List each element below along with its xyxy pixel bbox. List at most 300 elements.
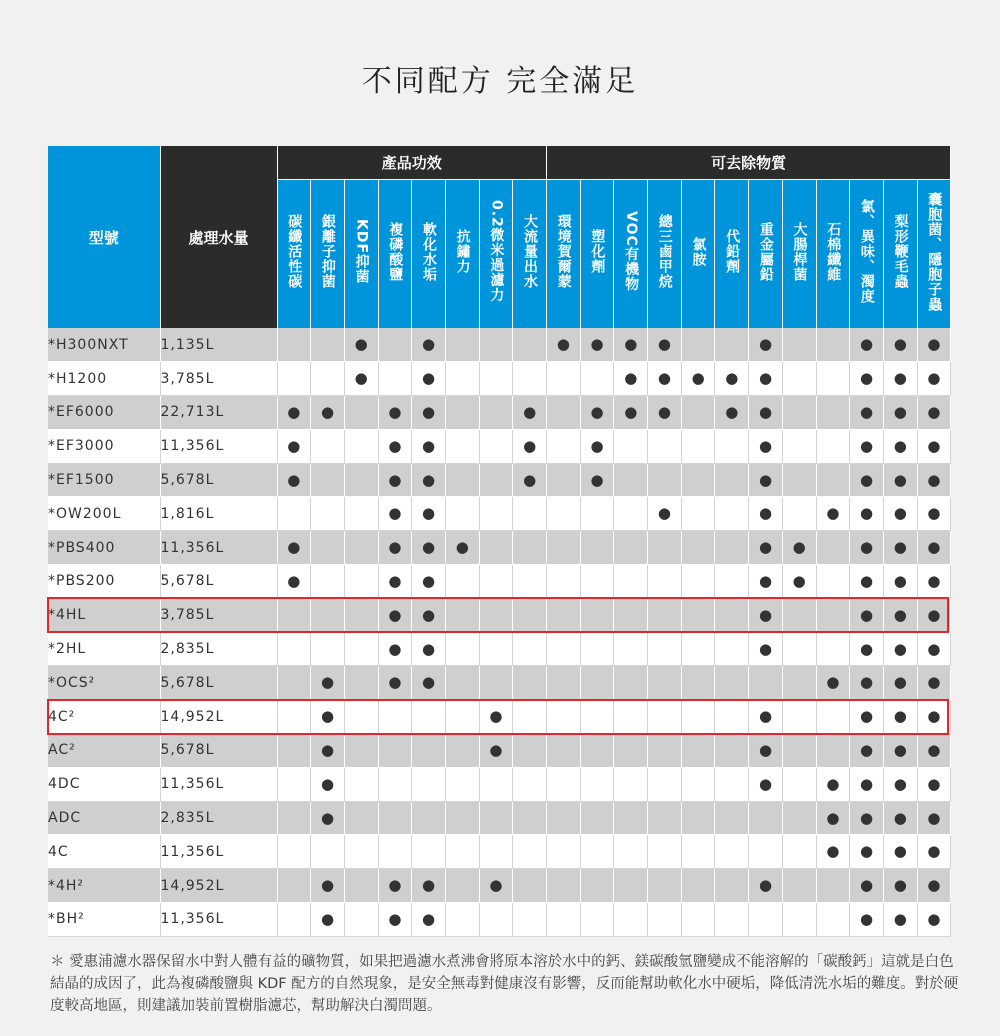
feature-empty-cell <box>816 632 850 666</box>
water-capacity-cell: 1,816L <box>160 497 277 531</box>
feature-empty-cell <box>681 328 715 362</box>
model-cell: *4H² <box>48 869 160 903</box>
feature-dot-cell <box>277 396 311 430</box>
header-feature-label: 環境賀爾蒙 <box>555 214 572 290</box>
header-feature-label: 氯、異味、濁度 <box>858 199 875 305</box>
feature-dot-cell <box>311 700 345 734</box>
feature-empty-cell <box>479 632 513 666</box>
feature-empty-cell <box>782 734 816 768</box>
check-dot-icon: ● <box>860 436 874 455</box>
check-dot-icon: ● <box>422 335 436 354</box>
check-dot-icon: ● <box>489 740 503 759</box>
check-dot-icon: ● <box>422 605 436 624</box>
check-dot-icon: ● <box>624 369 638 388</box>
feature-empty-cell <box>749 903 783 937</box>
check-dot-icon: ● <box>489 876 503 895</box>
check-dot-icon: ● <box>758 436 773 455</box>
feature-empty-cell <box>681 767 715 801</box>
feature-empty-cell <box>648 801 682 835</box>
feature-dot-cell <box>883 869 917 903</box>
feature-dot-cell <box>513 429 547 463</box>
check-dot-icon: ● <box>860 335 874 354</box>
check-dot-icon: ● <box>927 808 941 827</box>
feature-empty-cell <box>715 801 749 835</box>
feature-dot-cell <box>378 598 412 632</box>
feature-empty-cell <box>614 903 648 937</box>
feature-empty-cell <box>816 396 850 430</box>
check-dot-icon: ● <box>927 402 941 421</box>
feature-dot-cell <box>614 396 648 430</box>
feature-empty-cell <box>580 497 614 531</box>
check-dot-icon: ● <box>893 639 907 658</box>
feature-empty-cell <box>614 666 648 700</box>
feature-dot-cell <box>277 463 311 497</box>
feature-empty-cell <box>715 903 749 937</box>
check-dot-icon: ● <box>691 369 705 388</box>
feature-dot-cell <box>850 835 884 869</box>
check-dot-icon: ● <box>758 470 773 489</box>
feature-dot-cell <box>749 767 783 801</box>
check-dot-icon: ● <box>860 402 874 421</box>
header-feature-label: 大流量出水 <box>522 214 538 290</box>
feature-empty-cell <box>782 362 816 396</box>
feature-empty-cell <box>648 598 682 632</box>
check-dot-icon: ● <box>927 639 941 658</box>
feature-dot-cell <box>749 632 783 666</box>
feature-empty-cell <box>715 632 749 666</box>
feature-empty-cell <box>681 497 715 531</box>
feature-empty-cell <box>749 801 783 835</box>
feature-empty-cell <box>344 666 378 700</box>
feature-empty-cell <box>277 666 311 700</box>
feature-empty-cell <box>344 767 378 801</box>
feature-dot-cell <box>749 565 783 599</box>
feature-empty-cell <box>681 565 715 599</box>
feature-empty-cell <box>445 565 479 599</box>
check-dot-icon: ● <box>826 774 840 793</box>
feature-dot-cell <box>412 903 446 937</box>
feature-dot-cell <box>412 328 446 362</box>
feature-empty-cell <box>412 767 446 801</box>
check-dot-icon: ● <box>455 538 469 557</box>
check-dot-icon: ● <box>893 470 907 489</box>
feature-empty-cell <box>681 598 715 632</box>
check-dot-icon: ● <box>860 740 874 759</box>
water-capacity-cell: 3,785L <box>160 598 277 632</box>
table-row <box>48 734 951 768</box>
check-dot-icon: ● <box>927 673 941 692</box>
check-dot-icon: ● <box>422 470 436 489</box>
check-dot-icon: ● <box>893 707 907 726</box>
feature-empty-cell <box>580 767 614 801</box>
feature-empty-cell <box>648 632 682 666</box>
feature-empty-cell <box>344 531 378 565</box>
feature-dot-cell <box>412 598 446 632</box>
feature-empty-cell <box>681 869 715 903</box>
check-dot-icon: ● <box>860 571 874 590</box>
feature-dot-cell <box>883 497 917 531</box>
check-dot-icon: ● <box>320 673 335 692</box>
feature-empty-cell <box>344 632 378 666</box>
check-dot-icon: ● <box>758 571 773 590</box>
feature-empty-cell <box>344 869 378 903</box>
check-dot-icon: ● <box>388 538 402 557</box>
feature-dot-cell <box>378 869 412 903</box>
feature-dot-cell <box>749 463 783 497</box>
feature-dot-cell <box>749 328 783 362</box>
check-dot-icon: ● <box>893 673 907 692</box>
header-feature-label: 囊胞菌、隱胞子蟲 <box>926 191 943 312</box>
model-cell: *BH² <box>48 903 160 937</box>
table-row <box>48 767 951 801</box>
table-row <box>48 700 951 734</box>
check-dot-icon: ● <box>388 909 402 928</box>
feature-empty-cell <box>580 362 614 396</box>
model-cell: *PBS400 <box>48 531 160 565</box>
check-dot-icon: ● <box>422 369 436 388</box>
feature-empty-cell <box>749 835 783 869</box>
header-feature <box>311 179 345 328</box>
check-dot-icon: ● <box>388 639 402 658</box>
check-dot-icon: ● <box>758 707 773 726</box>
check-dot-icon: ● <box>927 538 941 557</box>
check-dot-icon: ● <box>860 639 874 658</box>
feature-dot-cell <box>311 734 345 768</box>
feature-empty-cell <box>311 835 345 869</box>
feature-empty-cell <box>580 598 614 632</box>
feature-empty-cell <box>614 632 648 666</box>
page-title: 不同配方 完全滿足 <box>361 64 639 99</box>
feature-empty-cell <box>479 497 513 531</box>
check-dot-icon: ● <box>758 774 773 793</box>
water-capacity-cell: 11,356L <box>160 429 277 463</box>
feature-empty-cell <box>580 700 614 734</box>
header-feature <box>513 179 547 328</box>
feature-empty-cell <box>580 903 614 937</box>
check-dot-icon: ● <box>320 909 335 928</box>
feature-dot-cell <box>580 396 614 430</box>
feature-dot-cell <box>311 903 345 937</box>
feature-empty-cell <box>277 632 311 666</box>
check-dot-icon: ● <box>320 876 335 895</box>
feature-empty-cell <box>580 666 614 700</box>
water-capacity-cell: 11,356L <box>160 767 277 801</box>
header-feature <box>749 179 783 328</box>
feature-empty-cell <box>782 396 816 430</box>
feature-dot-cell <box>378 565 412 599</box>
feature-dot-cell <box>883 463 917 497</box>
feature-empty-cell <box>715 497 749 531</box>
check-dot-icon: ● <box>826 673 840 692</box>
table-row <box>48 328 951 362</box>
check-dot-icon: ● <box>657 504 671 523</box>
feature-empty-cell <box>445 632 479 666</box>
feature-dot-cell <box>479 700 513 734</box>
feature-dot-cell <box>749 429 783 463</box>
check-dot-icon: ● <box>893 335 907 354</box>
feature-dot-cell <box>883 835 917 869</box>
feature-dot-cell <box>917 632 951 666</box>
table-row <box>48 869 951 903</box>
check-dot-icon: ● <box>657 335 671 354</box>
feature-empty-cell <box>782 869 816 903</box>
feature-empty-cell <box>715 531 749 565</box>
feature-empty-cell <box>277 497 311 531</box>
feature-empty-cell <box>479 835 513 869</box>
check-dot-icon: ● <box>893 909 907 928</box>
feature-empty-cell <box>479 463 513 497</box>
feature-empty-cell <box>782 835 816 869</box>
feature-empty-cell <box>513 328 547 362</box>
check-dot-icon: ● <box>287 571 301 590</box>
table-row <box>48 666 951 700</box>
feature-dot-cell <box>883 666 917 700</box>
model-cell: *OW200L <box>48 497 160 531</box>
feature-dot-cell <box>749 734 783 768</box>
feature-empty-cell <box>749 666 783 700</box>
check-dot-icon: ● <box>927 842 941 861</box>
check-dot-icon: ● <box>826 842 840 861</box>
header-feature <box>547 179 581 328</box>
feature-empty-cell <box>311 429 345 463</box>
footnote: ＊ 愛惠浦濾水器保留水中對人體有益的礦物質，如果把過濾水煮沸會將原本溶於水中的鈣、鎂碳酸氫鹽變成不能溶解的「碳酸鈣」這就是白色結晶的成因了，此為複磷酸鹽與 KDF 配方的自然現象，是安全無毒對健康沒有影響，反而能幫助軟化水中硬垢，降低清洗水垢的難度。對於硬度較高地區，則建議加裝前置樹脂濾芯，幫助解決白濁問題。 <box>50 954 959 1014</box>
feature-dot-cell <box>277 565 311 599</box>
feature-dot-cell <box>344 328 378 362</box>
feature-dot-cell <box>378 666 412 700</box>
feature-empty-cell <box>547 429 581 463</box>
feature-empty-cell <box>547 700 581 734</box>
feature-empty-cell <box>479 531 513 565</box>
header-feature <box>445 179 479 328</box>
check-dot-icon: ● <box>860 842 874 861</box>
feature-dot-cell <box>883 565 917 599</box>
water-capacity-cell: 2,835L <box>160 801 277 835</box>
feature-empty-cell <box>344 497 378 531</box>
header-feature <box>277 179 311 328</box>
feature-dot-cell <box>378 396 412 430</box>
feature-empty-cell <box>715 463 749 497</box>
feature-empty-cell <box>479 429 513 463</box>
header-feature <box>580 179 614 328</box>
feature-empty-cell <box>445 463 479 497</box>
feature-empty-cell <box>782 328 816 362</box>
header-feature-label: 0.2微米過濾力 <box>488 200 505 304</box>
feature-empty-cell <box>547 531 581 565</box>
feature-empty-cell <box>344 463 378 497</box>
header-feature-label: 碳纖活性碳 <box>286 214 303 290</box>
model-cell: ADC <box>48 801 160 835</box>
feature-empty-cell <box>715 734 749 768</box>
feature-empty-cell <box>513 734 547 768</box>
header-feature-label: 重金屬鉛 <box>757 221 774 282</box>
check-dot-icon: ● <box>590 335 604 354</box>
feature-empty-cell <box>277 801 311 835</box>
check-dot-icon: ● <box>860 504 874 523</box>
feature-dot-cell <box>412 463 446 497</box>
check-dot-icon: ● <box>927 909 941 928</box>
check-dot-icon: ● <box>792 571 806 590</box>
check-dot-icon: ● <box>826 808 840 827</box>
model-cell: *OCS² <box>48 666 160 700</box>
feature-empty-cell <box>412 734 446 768</box>
check-dot-icon: ● <box>758 402 773 421</box>
check-dot-icon: ● <box>860 673 874 692</box>
model-cell: *H300NXT <box>48 328 160 362</box>
feature-dot-cell <box>412 666 446 700</box>
header-feature <box>614 179 648 328</box>
feature-dot-cell <box>917 328 951 362</box>
feature-empty-cell <box>547 632 581 666</box>
feature-dot-cell <box>816 497 850 531</box>
feature-dot-cell <box>816 835 850 869</box>
feature-empty-cell <box>445 835 479 869</box>
feature-empty-cell <box>614 497 648 531</box>
feature-empty-cell <box>816 328 850 362</box>
feature-empty-cell <box>479 666 513 700</box>
feature-dot-cell <box>883 903 917 937</box>
feature-empty-cell <box>715 565 749 599</box>
feature-dot-cell <box>917 463 951 497</box>
feature-empty-cell <box>681 700 715 734</box>
feature-empty-cell <box>715 429 749 463</box>
feature-dot-cell <box>547 328 581 362</box>
check-dot-icon: ● <box>388 436 402 455</box>
feature-empty-cell <box>445 700 479 734</box>
feature-empty-cell <box>445 734 479 768</box>
feature-dot-cell <box>850 429 884 463</box>
feature-empty-cell <box>479 903 513 937</box>
feature-dot-cell <box>850 632 884 666</box>
check-dot-icon: ● <box>860 707 874 726</box>
feature-empty-cell <box>547 734 581 768</box>
feature-dot-cell <box>681 362 715 396</box>
water-capacity-cell: 2,835L <box>160 632 277 666</box>
feature-empty-cell <box>648 869 682 903</box>
feature-dot-cell <box>850 497 884 531</box>
header-feature <box>917 179 951 328</box>
feature-empty-cell <box>513 835 547 869</box>
feature-empty-cell <box>681 463 715 497</box>
water-capacity-cell: 11,356L <box>160 835 277 869</box>
check-dot-icon: ● <box>893 605 907 624</box>
check-dot-icon: ● <box>624 402 638 421</box>
feature-empty-cell <box>513 903 547 937</box>
feature-empty-cell <box>580 632 614 666</box>
feature-empty-cell <box>816 463 850 497</box>
feature-empty-cell <box>614 767 648 801</box>
check-dot-icon: ● <box>893 436 907 455</box>
feature-dot-cell <box>580 429 614 463</box>
feature-empty-cell <box>580 531 614 565</box>
feature-empty-cell <box>445 869 479 903</box>
feature-empty-cell <box>412 835 446 869</box>
header-feature-label: VOC有機物 <box>623 211 640 293</box>
feature-empty-cell <box>513 666 547 700</box>
feature-dot-cell <box>917 362 951 396</box>
product-comparison-table <box>48 146 951 937</box>
feature-dot-cell <box>378 429 412 463</box>
feature-dot-cell <box>378 531 412 565</box>
feature-dot-cell <box>648 396 682 430</box>
feature-dot-cell <box>850 463 884 497</box>
table-row <box>48 429 951 463</box>
water-capacity-cell: 14,952L <box>160 869 277 903</box>
header-feature-label: 銀離子抑菌 <box>319 214 336 290</box>
header-feature <box>681 179 715 328</box>
feature-empty-cell <box>614 463 648 497</box>
feature-empty-cell <box>311 632 345 666</box>
feature-empty-cell <box>816 362 850 396</box>
check-dot-icon: ● <box>860 605 874 624</box>
feature-empty-cell <box>648 903 682 937</box>
feature-empty-cell <box>311 598 345 632</box>
feature-dot-cell <box>883 598 917 632</box>
check-dot-icon: ● <box>758 504 773 523</box>
check-dot-icon: ● <box>860 808 874 827</box>
feature-empty-cell <box>648 531 682 565</box>
feature-dot-cell <box>917 531 951 565</box>
header-feature-label: 抗鏽力 <box>454 229 471 275</box>
feature-dot-cell <box>715 396 749 430</box>
feature-dot-cell <box>648 328 682 362</box>
header-feature <box>782 179 816 328</box>
header-feature <box>850 179 884 328</box>
check-dot-icon: ● <box>422 673 436 692</box>
feature-empty-cell <box>715 700 749 734</box>
feature-dot-cell <box>749 700 783 734</box>
model-cell: 4DC <box>48 767 160 801</box>
check-dot-icon: ● <box>893 504 907 523</box>
feature-empty-cell <box>547 598 581 632</box>
feature-empty-cell <box>547 362 581 396</box>
feature-empty-cell <box>378 835 412 869</box>
model-cell: *H1200 <box>48 362 160 396</box>
check-dot-icon: ● <box>758 335 773 354</box>
feature-empty-cell <box>378 767 412 801</box>
water-capacity-cell: 1,135L <box>160 328 277 362</box>
check-dot-icon: ● <box>893 369 907 388</box>
feature-empty-cell <box>782 666 816 700</box>
feature-empty-cell <box>614 700 648 734</box>
feature-empty-cell <box>378 362 412 396</box>
feature-dot-cell <box>715 362 749 396</box>
feature-dot-cell <box>614 362 648 396</box>
feature-empty-cell <box>412 700 446 734</box>
feature-dot-cell <box>917 497 951 531</box>
feature-dot-cell <box>850 328 884 362</box>
check-dot-icon: ● <box>657 369 671 388</box>
feature-dot-cell <box>311 396 345 430</box>
table-row <box>48 598 951 632</box>
feature-dot-cell <box>378 632 412 666</box>
feature-empty-cell <box>614 801 648 835</box>
header-feature-label: 總三鹵甲烷 <box>656 214 673 290</box>
feature-empty-cell <box>816 598 850 632</box>
feature-empty-cell <box>782 767 816 801</box>
header-feature <box>715 179 749 328</box>
check-dot-icon: ● <box>860 774 874 793</box>
feature-empty-cell <box>513 869 547 903</box>
feature-empty-cell <box>715 869 749 903</box>
feature-empty-cell <box>513 362 547 396</box>
feature-dot-cell <box>277 429 311 463</box>
check-dot-icon: ● <box>758 369 773 388</box>
water-capacity-cell: 5,678L <box>160 565 277 599</box>
check-dot-icon: ● <box>927 571 941 590</box>
feature-dot-cell <box>917 801 951 835</box>
check-dot-icon: ● <box>893 808 907 827</box>
feature-empty-cell <box>445 362 479 396</box>
